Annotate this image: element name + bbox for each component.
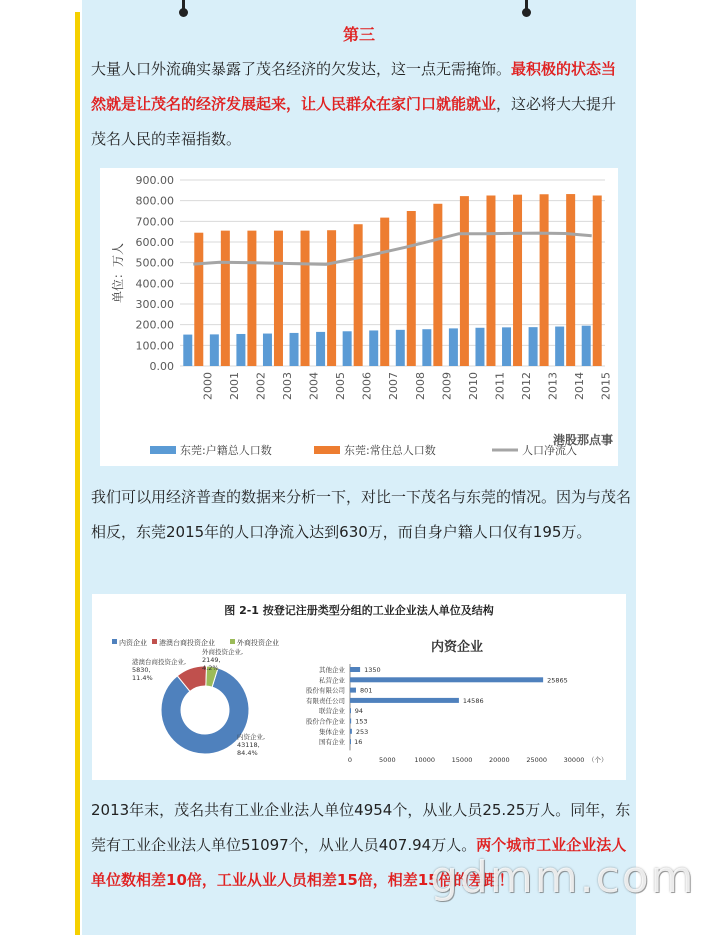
bar-huji [502, 327, 511, 366]
bar-changzhu [593, 196, 602, 367]
legend-label: 人口净流入 [522, 444, 577, 457]
pie-slice-value: 43118, [237, 741, 260, 749]
pie-legend-label: 内资企业 [119, 639, 147, 647]
bar-changzhu [460, 196, 469, 366]
conclusion-text: 2013年末，茂名共有工业企业法人单位4954个，从业人员25.25万人。同年，东莞有工业企业法人单位51097个，从业人员407.94万人。 [91, 801, 631, 854]
x-tick-label: 2001 [227, 372, 241, 400]
bar-data-label: 253 [355, 727, 369, 736]
bar-data-label: 14586 [462, 696, 484, 705]
bar-huji [529, 327, 538, 366]
pie-legend-swatch [112, 639, 117, 644]
x-tick-label: 2007 [387, 372, 401, 400]
x-tick-label: 2009 [440, 372, 454, 400]
bar-huji [236, 334, 245, 366]
bar-category-label: 联营企业 [319, 707, 345, 716]
bar-changzhu [433, 204, 442, 366]
legend-swatch [150, 446, 176, 454]
source-watermark: 港股那点事 [552, 433, 613, 447]
x-tick-label: 2013 [546, 372, 560, 400]
bar-huji [263, 334, 272, 366]
y-tick-label: 300.00 [135, 298, 174, 311]
bar-value [350, 729, 352, 734]
bar-huji [555, 327, 564, 366]
bar-value [350, 708, 351, 713]
bar-value [350, 739, 351, 744]
y-tick-label: 200.00 [135, 318, 174, 332]
bar-category-label: 国有企业 [319, 738, 345, 747]
bar-value [350, 667, 360, 672]
bar-x-tick: 25000 [526, 756, 548, 764]
bar-x-unit: （个） [588, 756, 608, 764]
paragraph-intro [91, 52, 631, 157]
bar-value [350, 719, 351, 724]
bar-changzhu [540, 194, 549, 366]
bar-value [350, 688, 356, 693]
x-tick-label: 2002 [254, 372, 268, 400]
conclusion-highlight: 两个城市工业企业法人单位数相差10倍，工业从业人员相差15倍，相差15倍的差距！ [91, 836, 627, 889]
x-tick-label: 2003 [280, 372, 294, 400]
bar-category-label: 股份有限公司 [306, 686, 345, 695]
bar-huji [343, 331, 352, 366]
bar-category-label: 有限责任公司 [306, 696, 345, 705]
bar-huji [183, 335, 192, 366]
x-tick-label: 2010 [466, 372, 480, 400]
bar-changzhu [301, 231, 310, 366]
bar-huji [422, 329, 431, 366]
x-tick-label: 2006 [360, 372, 374, 400]
pie-slice-pct: 4.2% [202, 664, 219, 672]
x-tick-label: 2005 [334, 372, 348, 400]
population-chart [100, 168, 618, 466]
intro-text: 大量人口外流确实暴露了茂名经济的欠发达，这一点无需掩饰。 [91, 60, 512, 78]
x-tick-label: 2011 [493, 372, 507, 400]
pie-slice-label: 外商投资企业, [202, 648, 244, 656]
intro-text-end: ，这必将大大提升茂名人民的幸福指数。 [91, 95, 617, 148]
y-tick-label: 900.00 [135, 174, 174, 187]
bar-data-label: 1350 [364, 666, 381, 674]
bar-data-label: 94 [354, 707, 363, 716]
bar-x-tick: 15000 [451, 756, 473, 764]
enterprise-chart-svg [92, 594, 626, 780]
bar-huji [316, 332, 325, 366]
bar-x-tick: 5000 [379, 756, 396, 764]
section-title: 第三 [342, 25, 375, 44]
bar-huji [396, 330, 405, 366]
x-tick-label: 2000 [201, 372, 215, 400]
bar-data-label: 153 [355, 717, 368, 726]
y-tick-label: 400.00 [135, 277, 174, 291]
y-tick-label: 600.00 [135, 236, 174, 249]
bar-changzhu [566, 194, 575, 366]
connector-dot-left [182, 0, 185, 14]
intro-highlight: 最积极的状态当然就是让茂名的经济发展起来，让人民群众在家门口就能就业 [91, 60, 617, 113]
bar-changzhu [354, 224, 363, 366]
pie-legend-swatch [152, 639, 157, 644]
figure-title: 图 2-1 按登记注册类型分组的工业企业法人单位及结构 [224, 604, 494, 617]
bar-data-label: 801 [359, 686, 373, 695]
bar-changzhu [327, 230, 336, 366]
y-tick-label: 0.00 [149, 360, 174, 373]
bar-category-label: 其他企业 [319, 666, 345, 674]
population-chart-svg [100, 168, 618, 466]
pie-slice-value: 5830, [132, 666, 151, 674]
x-tick-label: 2004 [307, 372, 321, 400]
x-tick-label: 2008 [413, 372, 427, 400]
y-tick-label: 700.00 [135, 215, 174, 229]
legend-label: 东莞:常住总人口数 [344, 444, 436, 457]
pie-slice-pct: 11.4% [132, 674, 153, 682]
enterprise-chart [92, 594, 626, 780]
bar-x-tick: 10000 [414, 756, 436, 764]
site-watermark: gdmm.com [430, 852, 696, 903]
bar-value [350, 677, 543, 682]
connector-dot-right [525, 0, 528, 14]
bar-changzhu [486, 196, 495, 367]
bar-value [350, 698, 459, 703]
bar-changzhu [513, 195, 522, 366]
bar-changzhu [221, 231, 230, 366]
bar-x-tick: 20000 [488, 756, 510, 764]
bar-changzhu [194, 233, 203, 366]
bar-huji [210, 334, 219, 366]
bar-changzhu [247, 231, 256, 366]
pie-legend-swatch [230, 639, 235, 644]
accent-bar [75, 12, 80, 935]
bar-category-label: 股份合作企业 [306, 717, 345, 726]
bar-huji [449, 328, 458, 366]
pie-slice-label: 港澳台商投资企业, [132, 658, 187, 666]
y-tick-label: 800.00 [135, 194, 174, 208]
x-tick-label: 2012 [520, 372, 534, 400]
y-axis-label: 单位：万人 [111, 242, 125, 304]
bar-changzhu [380, 218, 389, 366]
bar-huji [475, 328, 484, 366]
pie-slice-value: 2149, [202, 656, 221, 664]
x-tick-label: 2014 [573, 372, 587, 400]
bar-huji [290, 333, 299, 366]
bar-category-label: 私营企业 [319, 676, 345, 685]
bar-changzhu [407, 211, 416, 366]
pie-slice-label: 内资企业, [237, 733, 266, 741]
x-tick-label: 2015 [599, 372, 613, 400]
bar-data-label: 16 [354, 738, 363, 747]
y-tick-label: 100.00 [135, 339, 174, 353]
pie-slice-pct: 84.4% [237, 749, 258, 757]
bar-huji [369, 330, 378, 366]
bar-x-tick: 30000 [563, 756, 585, 764]
bar-data-label: 25865 [547, 676, 568, 685]
bar-chart-title: 内资企业 [430, 640, 484, 655]
pie-legend-label: 外商投资企业 [237, 639, 279, 647]
bar-changzhu [274, 231, 283, 366]
y-tick-label: 500.00 [135, 256, 174, 270]
bar-x-tick: 0 [347, 756, 353, 764]
legend-label: 东莞:户籍总人口数 [180, 444, 272, 457]
bar-category-label: 集体企业 [319, 727, 345, 736]
legend-swatch [314, 446, 340, 454]
pie-legend-label: 港澳台商投资企业 [159, 639, 215, 647]
bar-huji [582, 326, 591, 366]
paragraph-comparison: 我们可以用经济普查的数据来分析一下，对比一下茂名与东莞的情况。因为与茂名相反，东莞2015年的人口净流入达到630万，而自身户籍人口仅有195万。 [91, 488, 632, 541]
